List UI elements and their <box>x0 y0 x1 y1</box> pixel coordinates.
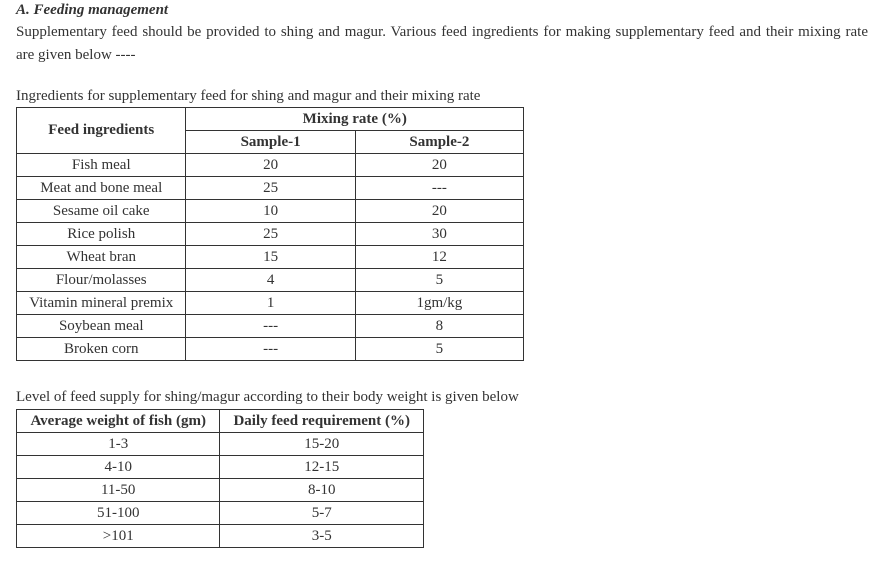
sample1-value: 4 <box>186 269 355 292</box>
sample1-value: 15 <box>186 246 355 269</box>
sample1-value: --- <box>186 315 355 338</box>
sample1-value: 10 <box>186 200 355 223</box>
sample1-value: 25 <box>186 223 355 246</box>
sample2-value: 5 <box>355 338 523 361</box>
table-row <box>17 525 424 548</box>
requirement-value: 15-20 <box>220 433 424 456</box>
table-row <box>17 502 424 525</box>
table1-caption: Ingredients for supplementary feed for shing and magur and their mixing rate <box>16 88 481 104</box>
table-row <box>17 338 524 361</box>
header-sample-1: Sample-1 <box>186 131 355 154</box>
ingredient-name: Vitamin mineral premix <box>17 292 186 315</box>
sample2-value: 30 <box>355 223 523 246</box>
table-row <box>17 177 524 200</box>
sample2-value: 8 <box>355 315 523 338</box>
sample2-value: 12 <box>355 246 523 269</box>
ingredients-table <box>16 107 524 361</box>
requirement-value: 8-10 <box>220 479 424 502</box>
table-row <box>17 223 524 246</box>
table-row <box>17 456 424 479</box>
table-row <box>17 479 424 502</box>
ingredient-name: Meat and bone meal <box>17 177 186 200</box>
requirement-value: 12-15 <box>220 456 424 479</box>
ingredient-name: Soybean meal <box>17 315 186 338</box>
ingredient-name: Fish meal <box>17 154 186 177</box>
header-daily-feed: Daily feed requirement (%) <box>220 410 424 433</box>
intro-paragraph: Supplementary feed should be provided to shing and magur. Various feed ingredients for making supplementary feed and their mixing rate are given below ---- <box>16 24 868 63</box>
table-row <box>17 292 524 315</box>
ingredient-name: Rice polish <box>17 223 186 246</box>
feed-supply-table <box>16 409 424 548</box>
table-row <box>17 200 524 223</box>
sample1-value: --- <box>186 338 355 361</box>
table-row <box>17 433 424 456</box>
weight-value: 11-50 <box>17 479 220 502</box>
sample1-value: 20 <box>186 154 355 177</box>
header-average-weight: Average weight of fish (gm) <box>17 410 220 433</box>
sample2-value: 20 <box>355 200 523 223</box>
sample1-value: 1 <box>186 292 355 315</box>
ingredient-name: Flour/molasses <box>17 269 186 292</box>
table-row <box>17 315 524 338</box>
table-row <box>17 269 524 292</box>
header-mixing-rate: Mixing rate (%) <box>186 108 524 131</box>
section-title: A. Feeding management <box>16 2 169 18</box>
table-row <box>17 246 524 269</box>
weight-value: 51-100 <box>17 502 220 525</box>
ingredient-name: Sesame oil cake <box>17 200 186 223</box>
table2-caption: Level of feed supply for shing/magur according to their body weight is given below <box>16 389 519 405</box>
ingredient-name: Wheat bran <box>17 246 186 269</box>
sample1-value: 25 <box>186 177 355 200</box>
requirement-value: 5-7 <box>220 502 424 525</box>
header-sample-2: Sample-2 <box>355 131 523 154</box>
weight-value: 1-3 <box>17 433 220 456</box>
header-feed-ingredients: Feed ingredients <box>17 108 186 154</box>
ingredient-name: Broken corn <box>17 338 186 361</box>
requirement-value: 3-5 <box>220 525 424 548</box>
sample2-value: 20 <box>355 154 523 177</box>
sample2-value: 1gm/kg <box>355 292 523 315</box>
sample2-value: --- <box>355 177 523 200</box>
table-row <box>17 154 524 177</box>
sample2-value: 5 <box>355 269 523 292</box>
weight-value: 4-10 <box>17 456 220 479</box>
weight-value: >101 <box>17 525 220 548</box>
